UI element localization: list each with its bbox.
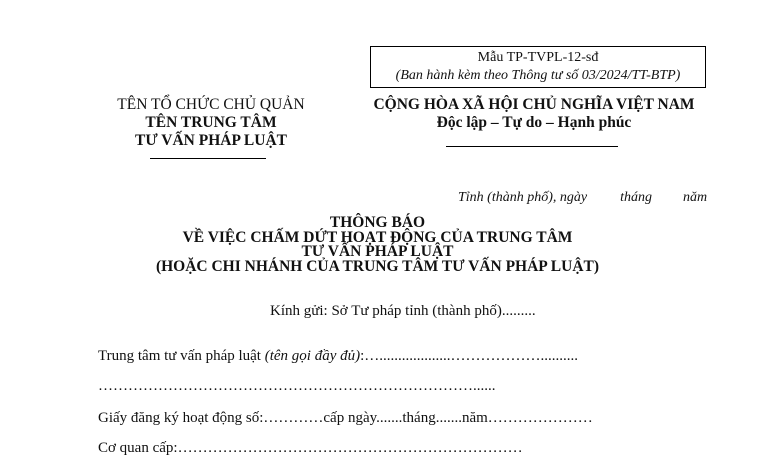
left-header-underline <box>150 158 266 159</box>
nation-title: CỘNG HÒA XÃ HỘI CHỦ NGHĨA VIỆT NAM <box>373 96 695 113</box>
date-place: Tỉnh (thành phố), ngày <box>458 190 588 205</box>
continuation-line: …………………………………………………………………...... <box>98 378 496 394</box>
date-month: tháng <box>620 190 652 205</box>
national-motto: Độc lập – Tự do – Hạnh phúc <box>436 114 632 131</box>
title-line-2: VỀ VIỆC CHẤM DỨT HOẠT ĐỘNG CỦA TRUNG TÂM <box>182 228 573 246</box>
registration-field: Giấy đăng ký hoạt động số:…………cấp ngày.......tháng.......năm………………… <box>98 410 593 426</box>
issuing-agency-field: Cơ quan cấp:…………………………………………………………… <box>98 440 523 456</box>
center-name-line1: TÊN TRUNG TÂM <box>145 114 277 131</box>
date-year: năm <box>683 190 708 205</box>
form-code-box <box>370 46 706 88</box>
title-line-1: THÔNG BÁO <box>329 214 426 231</box>
form-issued-by: (Ban hành kèm theo Thông tư số 03/2024/TT-BTP) <box>395 68 681 83</box>
center-name-dots: :…...................……………….......... <box>360 348 579 364</box>
center-name-label: Trung tâm tư vấn pháp luật <box>98 348 265 364</box>
right-header <box>352 96 716 132</box>
center-name-line2: TƯ VẤN PHÁP LUẬT <box>135 132 287 149</box>
right-header-underline <box>446 146 618 147</box>
left-header <box>88 96 334 150</box>
title-line-3: TƯ VẤN PHÁP LUẬT <box>301 243 454 260</box>
document-title <box>110 216 645 274</box>
governing-org: TÊN TỔ CHỨC CHỦ QUẢN <box>117 96 305 113</box>
title-line-4: (HOẶC CHI NHÁNH CỦA TRUNG TÂM TƯ VẤN PHÁP LUẬT) <box>155 257 600 275</box>
center-name-field <box>98 348 578 365</box>
center-name-hint: (tên gọi đầy đủ) <box>264 348 361 364</box>
date-line <box>458 190 707 206</box>
greeting: Kính gửi: Sở Tư pháp tỉnh (thành phố)......... <box>270 303 536 319</box>
form-code: Mẫu TP-TVPL-12-sđ <box>477 50 599 65</box>
